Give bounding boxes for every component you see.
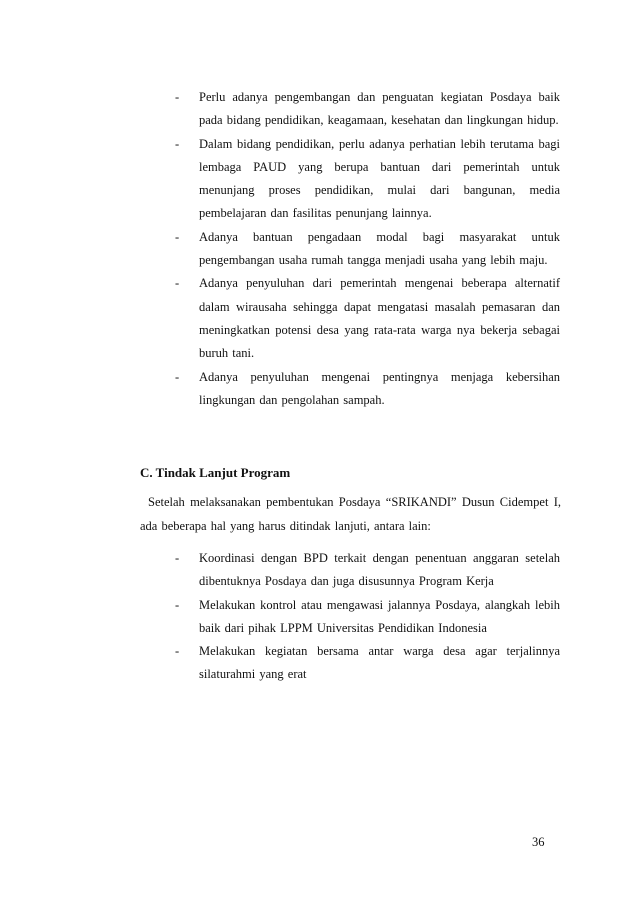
list-bullet: - (175, 229, 180, 244)
list-bullet: - (175, 369, 180, 384)
list-bullet: - (175, 597, 180, 612)
list-bullet: - (175, 90, 180, 104)
list-item (175, 547, 560, 594)
list-bullet: - (175, 644, 180, 659)
list-item-text: Adanya bantuan pengadaan modal bagi masyarakat untuk pengembangan usaha rumah tangga menjadi usaha yang lebih maju. (199, 229, 560, 268)
list-bullet: - (175, 276, 180, 291)
list-item-text: Adanya penyuluhan mengenai pentingnya menjaga kebersihan lingkungan dan pengolahan sampah. (199, 369, 560, 407)
section-heading: C. Tindak Lanjut Program (140, 465, 291, 480)
follow-up-list (175, 547, 560, 687)
list-item (175, 640, 560, 687)
list-item (175, 133, 560, 226)
list-item-text: Koordinasi dengan BPD terkait dengan penentuan anggaran setelah dibentuknya Posdaya dan juga disusunnya Program Kerja (199, 551, 560, 589)
list-bullet: - (175, 136, 180, 151)
recommendation-list (175, 86, 560, 412)
list-item-text: Dalam bidang pendidikan, perlu adanya perhatian lebih terutama bagi lembaga PAUD yang berupa bantuan dari pemerintah untuk menunjang proses pendidikan, mulai dari bangunan, media pembelajaran dan fasilitas penunjang lainnya. (199, 136, 560, 221)
list-item-text: Perlu adanya pengembangan dan penguatan kegiatan Posdaya baik pada bidang pendidikan, keagamaan, kesehatan dan lingkungan hidup. (199, 90, 560, 128)
list-item (175, 272, 560, 365)
list-item (175, 226, 560, 273)
list-item (175, 366, 560, 413)
list-bullet: - (175, 551, 180, 565)
list-item (175, 86, 560, 133)
section-paragraph: Setelah melaksanakan pembentukan Posdaya “SRIKANDI” Dusun Cidempet I, ada beberapa hal yang harus ditindak lanjuti, antara lain: (140, 495, 561, 533)
page-number: 36 (532, 835, 545, 849)
list-item-text: Melakukan kegiatan bersama antar warga desa agar terjalinnya silaturahmi yang erat (199, 644, 560, 682)
list-item-text: Melakukan kontrol atau mengawasi jalannya Posdaya, alangkah lebih baik dari pihak LPPM Universitas Pendidikan Indonesia (199, 597, 560, 635)
list-item (175, 594, 560, 641)
list-item-text: Adanya penyuluhan dari pemerintah mengenai beberapa alternatif dalam wirausaha sehingga dapat mengatasi masalah pemasaran dan meningkatkan potensi desa yang rata-rata warga nya bekerja sebagai buruh tani. (199, 276, 560, 361)
